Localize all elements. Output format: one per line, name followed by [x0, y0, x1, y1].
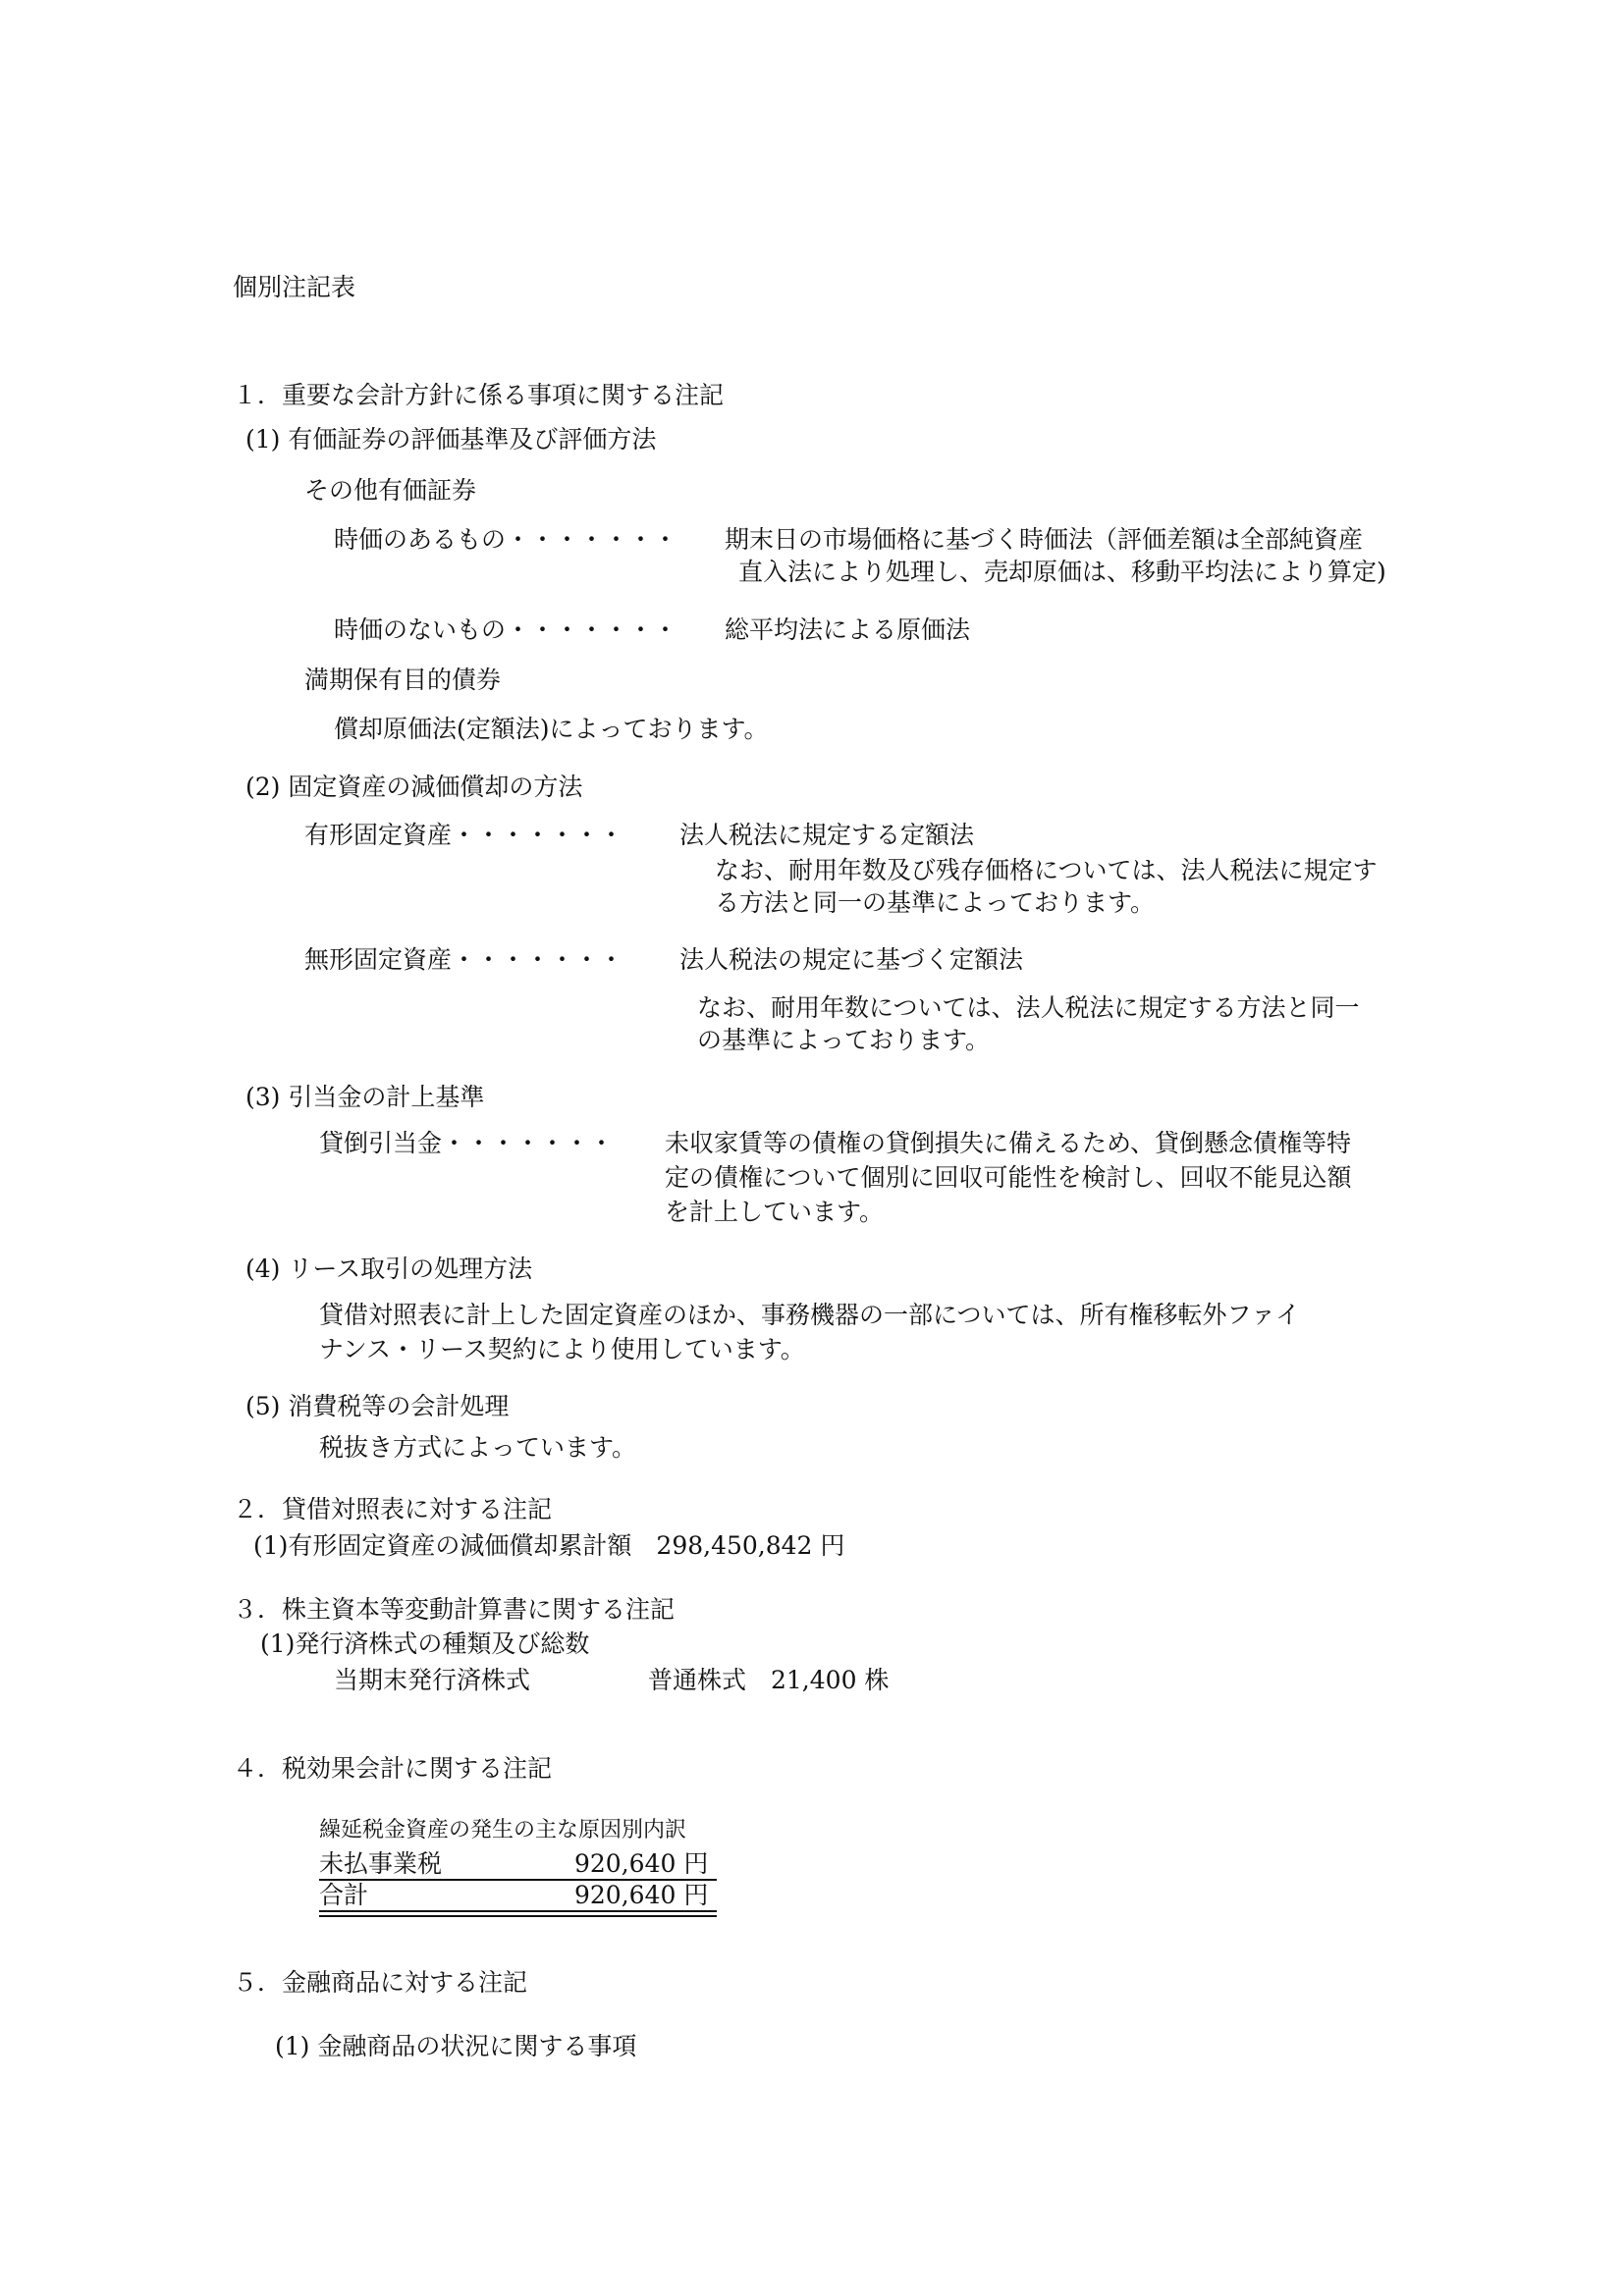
deferred-tax-table-title: 繰延税金資産の発生の主な原因別内訳: [319, 1818, 687, 1842]
deferred-tax-row1-label: 未払事業税: [319, 1849, 443, 1878]
intangible-assets-note-line1: なお、耐用年数については、法人税法に規定する方法と同一: [697, 993, 1360, 1022]
financial-instruments-status-heading: (1) 金融商品の状況に関する事項: [275, 2032, 637, 2060]
lease-text-line1: 貸借対照表に計上した固定資産のほか、事務機器の一部については、所有権移転外ファイ: [319, 1301, 1301, 1329]
allowance-text-line3: を計上しています。: [665, 1198, 885, 1226]
section-4-heading: ４．税効果会計に関する注記: [233, 1754, 553, 1783]
section-1-5-heading: (5) 消費税等の会計処理: [245, 1392, 510, 1420]
intangible-assets-label: 無形固定資産・・・・・・・: [304, 945, 624, 974]
held-to-maturity-text: 償却原価法(定額法)によっております。: [334, 715, 769, 743]
tangible-assets-note-line2: る方法と同一の基準によっております。: [715, 888, 1156, 917]
section-5-heading: ５．金融商品に対する注記: [233, 1968, 528, 1997]
without-market-price-text: 総平均法による原価法: [725, 615, 971, 644]
section-2-heading: ２．貸借対照表に対する注記: [233, 1495, 553, 1523]
section-1-1-heading: (1) 有価証券の評価基準及び評価方法: [245, 425, 657, 454]
section-3-heading: ３．株主資本等変動計算書に関する注記: [233, 1595, 676, 1624]
with-market-price-text-line1: 期末日の市場価格に基づく時価法（評価差額は全部純資産: [725, 525, 1364, 554]
allowance-text-line2: 定の債権について個別に回収可能性を検討し、回収不能見込額: [665, 1163, 1352, 1192]
issued-shares-label: 当期末発行済株式: [334, 1666, 531, 1694]
issued-shares-value: 普通株式 21,400 株: [648, 1666, 890, 1694]
deferred-tax-row1-value: 920,640 円: [574, 1849, 709, 1878]
other-securities-label: その他有価証券: [304, 476, 477, 505]
with-market-price-label: 時価のあるもの・・・・・・・: [334, 525, 678, 554]
accumulated-depreciation-line: (1)有形固定資産の減価償却累計額 298,450,842 円: [253, 1531, 845, 1560]
section-1-heading: １．重要な会計方針に係る事項に関する注記: [233, 381, 725, 409]
total-underline-2: [319, 1915, 717, 1917]
consumption-tax-text: 税抜き方式によっています。: [319, 1433, 637, 1462]
without-market-price-label: 時価のないもの・・・・・・・: [334, 615, 678, 644]
allowance-text-line1: 未収家賃等の債権の貸倒損失に備えるため、貸倒懸念債権等特: [665, 1129, 1352, 1157]
intangible-assets-text: 法人税法の規定に基づく定額法: [679, 945, 1024, 974]
section-1-3-heading: (3) 引当金の計上基準: [245, 1083, 485, 1111]
held-to-maturity-label: 満期保有目的債券: [304, 666, 502, 694]
section-1-2-heading: (2) 固定資産の減価償却の方法: [245, 773, 583, 801]
issued-shares-heading: (1)発行済株式の種類及び総数: [260, 1629, 590, 1658]
with-market-price-text-line2: 直入法により処理し、売却原価は、移動平均法により算定): [738, 558, 1386, 586]
intangible-assets-note-line2: の基準によっております。: [697, 1026, 991, 1054]
lease-text-line2: ナンス・リース契約により使用しています。: [319, 1335, 805, 1363]
section-1-4-heading: (4) リース取引の処理方法: [245, 1255, 533, 1283]
tangible-assets-label: 有形固定資産・・・・・・・: [304, 821, 624, 849]
total-underline-1: [319, 1910, 717, 1912]
tangible-assets-text: 法人税法に規定する定額法: [679, 821, 975, 849]
deferred-tax-total-value: 920,640 円: [574, 1881, 709, 1909]
deferred-tax-total-label: 合計: [319, 1881, 369, 1909]
tangible-assets-note-line1: なお、耐用年数及び残存価格については、法人税法に規定す: [715, 856, 1378, 884]
document-title: 個別注記表: [233, 273, 356, 301]
allowance-label: 貸倒引当金・・・・・・・: [319, 1129, 615, 1157]
